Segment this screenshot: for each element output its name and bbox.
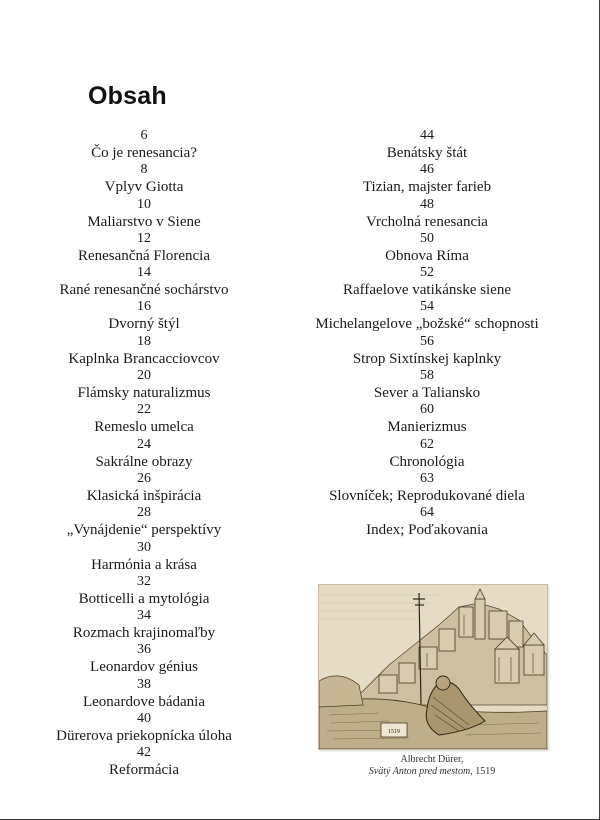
toc-entry — [28, 368, 260, 402]
toc-page-number: 8 — [140, 162, 148, 178]
toc-page-number: 12 — [137, 230, 151, 246]
toc-entry-title: Obnova Ríma — [385, 247, 469, 264]
toc-page-number: 54 — [420, 299, 434, 315]
toc-entry — [28, 745, 260, 779]
toc-page-number: 10 — [137, 196, 151, 212]
toc-page-number: 36 — [137, 642, 151, 658]
toc-entry-title: Dvorný štýl — [108, 316, 180, 333]
toc-entry-title: Dürerova priekopnícka úloha — [56, 728, 232, 745]
toc-entry — [28, 299, 260, 333]
toc-entry-title: Rozmach krajinomaľby — [72, 625, 216, 642]
toc-entry-title: Renesančná Florencia — [77, 247, 211, 264]
toc-entry-title: Chronológia — [389, 453, 465, 470]
toc-entry-title: Index; Poďakovania — [366, 522, 488, 539]
toc-entry — [28, 574, 260, 608]
toc-page-number: 16 — [137, 299, 151, 315]
toc-page-number: 56 — [420, 333, 434, 349]
toc-page-number: 60 — [420, 402, 434, 418]
toc-page-number: 64 — [420, 505, 434, 521]
toc-page-number: 18 — [137, 333, 151, 349]
toc-page-number: 52 — [420, 265, 434, 281]
toc-entry — [28, 540, 260, 574]
toc-entry — [303, 402, 551, 436]
toc-entry — [303, 299, 551, 333]
toc-entry-title: Vrcholná renesancia — [366, 213, 488, 230]
toc-page-number: 46 — [420, 162, 434, 178]
toc-page-number: 22 — [137, 402, 151, 418]
toc-entry-title: Strop Sixtínskej kaplnky — [352, 350, 502, 367]
toc-entry — [28, 231, 260, 265]
toc-entry-title: Leonardove bádania — [82, 693, 206, 710]
toc-page-number: 34 — [137, 608, 151, 624]
toc-entry — [303, 265, 551, 299]
toc-entry — [303, 471, 551, 505]
toc-entry-title: Maliarstvo v Siene — [87, 213, 201, 230]
toc-entry — [28, 334, 260, 368]
toc-entry — [28, 162, 260, 196]
toc-page-number: 20 — [137, 368, 151, 384]
caption-work-line — [318, 766, 546, 778]
toc-page-number: 6 — [140, 128, 148, 143]
toc-entry — [303, 505, 551, 539]
toc-entry-title: Reformácia — [109, 762, 179, 779]
toc-entry-title: Slovníček; Reprodukované diela — [329, 487, 525, 504]
toc-entry — [303, 437, 551, 471]
toc-entry — [28, 677, 260, 711]
toc-entry-title: „Vynájdenie“ perspektívy — [66, 522, 222, 539]
toc-entry — [303, 162, 551, 196]
figure-caption — [318, 754, 546, 778]
toc-entry-title: Harmónia a krása — [91, 556, 197, 573]
toc-entry-title: Sakrálne obrazy — [95, 453, 193, 470]
toc-entry-title: Kaplnka Brancacciovcov — [68, 350, 220, 367]
toc-entry — [28, 197, 260, 231]
toc-page-number: 58 — [420, 368, 434, 384]
toc-entry — [303, 368, 551, 402]
toc-entry-title: Čo je renesancia? — [91, 145, 197, 161]
engraving-illustration — [318, 584, 548, 750]
toc-page-number: 38 — [137, 676, 151, 692]
toc-entry-title: Leonardov génius — [90, 659, 198, 676]
toc-page-number: 30 — [137, 539, 151, 555]
toc-entry-title: Botticelli a mytológia — [78, 590, 210, 607]
toc-entry — [303, 197, 551, 231]
toc-entry-title: Benátsky štát — [386, 145, 468, 161]
toc-page-number: 62 — [420, 436, 434, 452]
toc-entry-title: Rané renesančné sochárstvo — [59, 282, 229, 299]
toc-entry — [28, 471, 260, 505]
toc-page-number: 40 — [137, 711, 151, 727]
toc-entry — [303, 128, 551, 162]
toc-entry — [28, 128, 260, 162]
toc-entry-title: Flámsky naturalizmus — [77, 385, 211, 402]
toc-page-number: 63 — [420, 470, 434, 486]
toc-page-number: 42 — [137, 745, 151, 761]
toc-page-number: 26 — [137, 470, 151, 486]
toc-entry — [28, 711, 260, 745]
toc-entry-title: Remeslo umelca — [94, 419, 194, 436]
toc-column-right — [303, 128, 551, 540]
page-title: Obsah — [88, 82, 167, 110]
toc-page-number: 24 — [137, 436, 151, 452]
toc-entry-title: Manierizmus — [387, 419, 467, 436]
toc-entry-title: Klasická inšpirácia — [86, 487, 202, 504]
toc-entry-title: Sever a Taliansko — [373, 385, 481, 402]
toc-entry — [28, 402, 260, 436]
toc-column-left — [28, 128, 260, 780]
toc-entry — [28, 505, 260, 539]
toc-page-number: 32 — [137, 573, 151, 589]
toc-entry — [28, 608, 260, 642]
toc-entry — [303, 231, 551, 265]
caption-year: , 1519 — [470, 766, 496, 777]
signature-date: 1519 — [388, 729, 400, 735]
toc-page-number: 14 — [137, 265, 151, 281]
toc-page-number: 50 — [420, 230, 434, 246]
caption-artist: Albrecht Dürer, — [400, 754, 464, 765]
toc-entry-title: Vplyv Giotta — [104, 179, 184, 196]
toc-entry — [303, 334, 551, 368]
toc-page-number: 44 — [420, 128, 434, 143]
toc-entry-title: Michelangelove „božské“ schopnosti — [315, 316, 539, 333]
caption-work-title: Svätý Anton pred mestom — [368, 766, 471, 777]
toc-page-number: 48 — [420, 196, 434, 212]
toc-entry — [28, 642, 260, 676]
toc-entry-title: Tizian, majster farieb — [362, 179, 492, 196]
toc-entry-title: Raffaelove vatikánske siene — [343, 282, 511, 299]
toc-page-number: 28 — [137, 505, 151, 521]
engraving-image — [319, 585, 547, 749]
toc-entry — [28, 437, 260, 471]
toc-entry — [28, 265, 260, 299]
